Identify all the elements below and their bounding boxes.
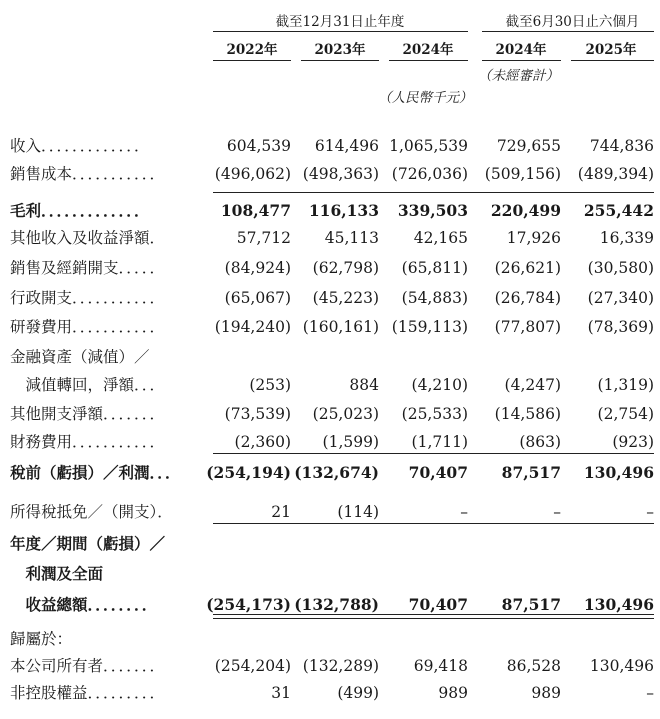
row-value: 87,517	[501, 463, 561, 482]
row-value: (27,340)	[587, 289, 654, 307]
row-value: (498,363)	[302, 165, 379, 183]
row-value: –	[553, 503, 561, 521]
table-row	[0, 560, 660, 588]
row-value: (65,811)	[401, 259, 468, 277]
row-value: (863)	[519, 433, 561, 451]
row-value: (62,798)	[312, 259, 379, 277]
row-value: 17,926	[506, 229, 561, 247]
row-value: (923)	[612, 433, 654, 451]
row-value: 614,496	[314, 137, 379, 155]
row-value: 87,517	[501, 595, 561, 614]
row-value: 220,499	[490, 201, 561, 220]
row-value: 130,496	[589, 657, 654, 675]
row-label: 行政開支．．．．．．．．．．．	[10, 289, 166, 307]
row-label: 年度／期間（虧損）／	[10, 534, 166, 553]
row-value: (78,369)	[587, 318, 654, 336]
row-label: 其他收入及收益淨額．	[10, 229, 166, 247]
row-value: 255,442	[583, 201, 654, 220]
row-label: 稅前（虧損）／利潤．．．	[10, 463, 181, 482]
table-row	[0, 254, 660, 282]
row-value: –	[646, 684, 654, 702]
year-2022: 2022年	[226, 42, 278, 58]
row-value: (132,674)	[294, 463, 379, 482]
table-row	[0, 459, 660, 487]
table-row	[0, 679, 660, 707]
row-value: (30,580)	[587, 259, 654, 277]
year-underline-2022	[213, 60, 291, 61]
row-value: 45,113	[324, 229, 379, 247]
row-value: 86,528	[506, 657, 561, 675]
row-value: 989	[438, 684, 468, 702]
table-row	[0, 284, 660, 312]
table-row	[0, 652, 660, 680]
row-value: 130,496	[583, 595, 654, 614]
double-rule-under-total	[213, 614, 654, 619]
row-value: (254,194)	[206, 463, 291, 482]
row-value: (254,173)	[206, 595, 291, 614]
row-value: (496,062)	[214, 165, 291, 183]
row-label: 毛利．．．．．．．．．．．．．	[10, 201, 150, 220]
row-value: 70,407	[408, 463, 468, 482]
row-value: (132,788)	[294, 595, 379, 614]
row-value: (2,360)	[234, 433, 291, 451]
row-label: 非控股權益．．．．．．．．．	[10, 684, 166, 702]
row-value: 884	[349, 376, 379, 394]
row-value: (499)	[337, 684, 379, 702]
year-2024-interim: 2024年	[495, 42, 547, 58]
row-value: (1,599)	[322, 433, 379, 451]
row-value: (4,247)	[504, 376, 561, 394]
row-value: 989	[531, 684, 561, 702]
row-value: (489,394)	[577, 165, 654, 183]
year-underline-2024a	[389, 60, 468, 61]
row-value: 339,503	[397, 201, 468, 220]
row-label: 研發費用．．．．．．．．．．．	[10, 318, 166, 336]
year-underline-2023	[301, 60, 379, 61]
header-interim-underline	[482, 31, 654, 32]
row-value: (159,113)	[391, 318, 468, 336]
row-value: 16,339	[599, 229, 654, 247]
row-value: (26,621)	[494, 259, 561, 277]
row-value: (84,924)	[224, 259, 291, 277]
header-interim-period: 截至6月30日止六個月	[505, 14, 640, 30]
row-value: –	[460, 503, 468, 521]
row-value: 69,418	[413, 657, 468, 675]
row-value: (726,036)	[391, 165, 468, 183]
unaudited-note: （未經審計）	[478, 68, 559, 84]
table-row	[0, 224, 660, 252]
row-value: (14,586)	[494, 405, 561, 423]
row-value: 108,477	[220, 201, 291, 220]
row-value: (194,240)	[214, 318, 291, 336]
row-label: 本公司所有者．．．．．．．	[10, 657, 166, 675]
year-2023: 2023年	[314, 42, 366, 58]
row-label: 銷售及經銷開支．．．．．	[10, 259, 166, 277]
row-value: (509,156)	[484, 165, 561, 183]
row-value: (1,711)	[411, 433, 468, 451]
row-label: 減值轉回，淨額．．．	[10, 376, 166, 394]
row-value: 42,165	[413, 229, 468, 247]
table-row	[0, 197, 660, 225]
row-value: 21	[271, 503, 291, 521]
year-underline-2024b	[482, 60, 561, 61]
row-value: (25,533)	[401, 405, 468, 423]
header-annual-period: 截至12月31日止年度	[275, 14, 405, 30]
table-row	[0, 498, 660, 526]
row-value: 604,539	[226, 137, 291, 155]
row-value: (54,883)	[401, 289, 468, 307]
table-row	[0, 371, 660, 399]
row-value: (253)	[249, 376, 291, 394]
table-row	[0, 160, 660, 188]
row-value: 31	[271, 684, 291, 702]
row-value: –	[646, 503, 654, 521]
year-2024-annual: 2024年	[402, 42, 454, 58]
table-row	[0, 625, 660, 653]
row-label: 金融資產（減值）／	[10, 348, 150, 366]
table-row	[0, 343, 660, 371]
row-label: 歸屬於：	[10, 630, 73, 648]
table-row	[0, 313, 660, 341]
row-label: 財務費用．．．．．．．．．．．	[10, 433, 166, 451]
row-value: 70,407	[408, 595, 468, 614]
row-label: 收益總額．．．．．．．．	[10, 595, 158, 614]
row-value: (254,204)	[214, 657, 291, 675]
rule-under-finance-costs	[213, 453, 654, 454]
row-value: (26,784)	[494, 289, 561, 307]
row-value: (65,067)	[224, 289, 291, 307]
year-2025-interim: 2025年	[585, 42, 637, 58]
row-value: (73,539)	[224, 405, 291, 423]
row-value: 57,712	[236, 229, 291, 247]
row-value: (4,210)	[411, 376, 468, 394]
row-label: 銷售成本．．．．．．．．．．．	[10, 165, 166, 183]
row-value: (77,807)	[494, 318, 561, 336]
row-label: 利潤及全面	[10, 564, 104, 583]
row-value: (2,754)	[597, 405, 654, 423]
table-row	[0, 428, 660, 456]
row-value: (45,223)	[312, 289, 379, 307]
row-value: (1,319)	[597, 376, 654, 394]
currency-note: （人民幣千元）	[378, 90, 473, 106]
row-value: (132,289)	[302, 657, 379, 675]
rule-under-cost-of-sales	[213, 192, 654, 193]
row-label: 收入．．．．．．．．．．．．．	[10, 137, 150, 155]
table-row	[0, 400, 660, 428]
row-value: 744,836	[589, 137, 654, 155]
row-label: 其他開支淨額．．．．．．．	[10, 405, 166, 423]
table-row	[0, 530, 660, 558]
table-row	[0, 132, 660, 160]
row-value: (25,023)	[312, 405, 379, 423]
row-value: 116,133	[308, 201, 379, 220]
year-underline-2025	[571, 60, 654, 61]
row-value: 729,655	[496, 137, 561, 155]
row-value: 1,065,539	[389, 137, 468, 155]
row-value: (114)	[337, 503, 379, 521]
header-annual-underline	[213, 31, 468, 32]
row-label: 所得稅抵免／（開支）．	[10, 503, 173, 521]
row-value: 130,496	[583, 463, 654, 482]
rule-under-income-tax	[213, 523, 654, 524]
row-value: (160,161)	[302, 318, 379, 336]
